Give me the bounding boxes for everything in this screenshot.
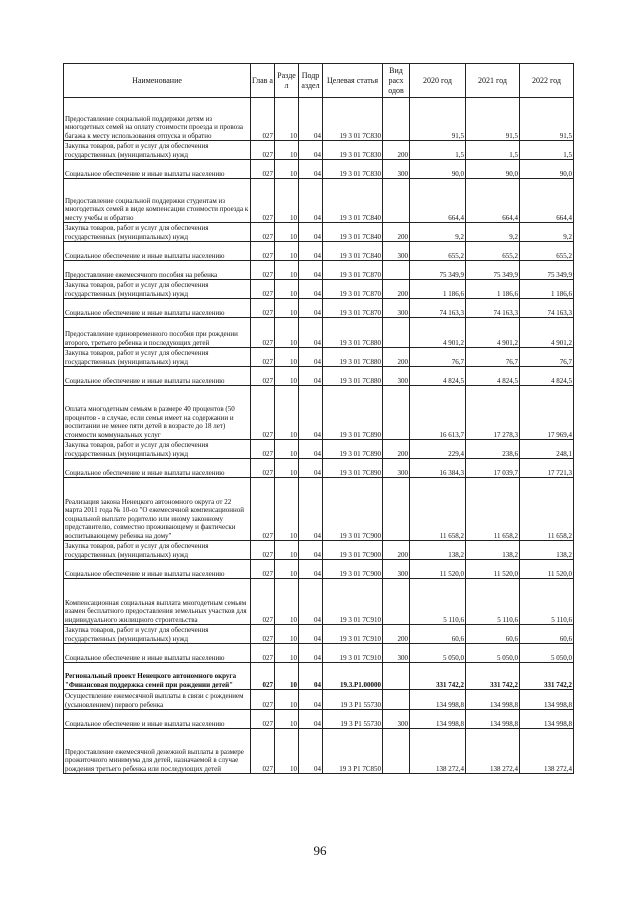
amount-2021-cell: 5 110,6 [466, 579, 520, 625]
amount-2021-cell: 138,2 [466, 541, 520, 560]
amount-2020-cell: 11 520,0 [410, 560, 466, 579]
target-article-cell: 19 3 01 7С910 [323, 644, 383, 663]
subsection-cell: 04 [299, 663, 323, 690]
subsection-cell: 04 [299, 690, 323, 710]
section-cell: 10 [275, 663, 299, 690]
table-row [64, 625, 574, 644]
table-row [64, 710, 574, 729]
section-cell: 10 [275, 261, 299, 280]
expense-type-cell: 300 [383, 710, 410, 729]
target-article-cell: 19 3 Р1 55730 [323, 710, 383, 729]
amount-2022-cell: 91,5 [520, 98, 574, 141]
amount-2021-cell: 90,0 [466, 160, 520, 179]
amount-2020-cell: 76,7 [410, 348, 466, 367]
chapter-cell: 027 [251, 318, 275, 348]
header-year-2020: 2020 год [410, 64, 466, 98]
chapter-cell: 027 [251, 478, 275, 541]
amount-2020-cell: 5 110,6 [410, 579, 466, 625]
expense-type-cell [383, 729, 410, 774]
section-cell: 10 [275, 141, 299, 160]
row-name-cell: Закупка товаров, работ и услуг для обеспечения государственных (муниципальных) нужд [64, 223, 251, 242]
amount-2021-cell: 11 520,0 [466, 560, 520, 579]
expense-type-cell [383, 663, 410, 690]
amount-2021-cell: 75 349,9 [466, 261, 520, 280]
table-row [64, 261, 574, 280]
row-name-cell: Компенсационная социальная выплата многодетным семьям взамен бесплатного предоставления земельных участков для индивидуального жилищного строительства [64, 579, 251, 625]
row-name-cell: Закупка товаров, работ и услуг для обеспечения государственных (муниципальных) нужд [64, 141, 251, 160]
amount-2020-cell: 5 050,0 [410, 644, 466, 663]
table-row [64, 459, 574, 478]
table-row [64, 663, 574, 690]
amount-2020-cell: 9,2 [410, 223, 466, 242]
amount-2021-cell: 1,5 [466, 141, 520, 160]
target-article-cell: 19 3 01 7С840 [323, 223, 383, 242]
target-article-cell: 19 3 Р1 55730 [323, 690, 383, 710]
amount-2021-cell: 9,2 [466, 223, 520, 242]
row-name-cell: Закупка товаров, работ и услуг для обеспечения государственных (муниципальных) нужд [64, 440, 251, 459]
amount-2022-cell: 75 349,9 [520, 261, 574, 280]
target-article-cell: 19 3 01 7С870 [323, 299, 383, 318]
amount-2022-cell: 4 901,2 [520, 318, 574, 348]
amount-2021-cell: 664,4 [466, 179, 520, 223]
target-article-cell: 19 3 01 7С910 [323, 579, 383, 625]
subsection-cell: 04 [299, 261, 323, 280]
amount-2020-cell: 60,6 [410, 625, 466, 644]
subsection-cell: 04 [299, 299, 323, 318]
amount-2020-cell: 4 824,5 [410, 367, 466, 386]
amount-2022-cell: 5 050,0 [520, 644, 574, 663]
target-article-cell: 19.3.Р1.00000 [323, 663, 383, 690]
chapter-cell: 027 [251, 579, 275, 625]
table-row [64, 318, 574, 348]
amount-2021-cell: 1 186,6 [466, 280, 520, 299]
target-article-cell: 19 3 01 7С890 [323, 386, 383, 440]
header-section: Разде л [275, 64, 299, 98]
amount-2020-cell: 4 901,2 [410, 318, 466, 348]
amount-2021-cell: 655,2 [466, 242, 520, 261]
chapter-cell: 027 [251, 299, 275, 318]
header-subsection: Подр аздел [299, 64, 323, 98]
amount-2022-cell: 664,4 [520, 179, 574, 223]
amount-2020-cell: 138 272,4 [410, 729, 466, 774]
target-article-cell: 19 3 01 7С910 [323, 625, 383, 644]
target-article-cell: 19 3 01 7С830 [323, 160, 383, 179]
table-row [64, 560, 574, 579]
row-name-cell: Региональный проект Ненецкого автономного округа "Финансовая поддержка семей при рождении детей" [64, 663, 251, 690]
section-cell: 10 [275, 459, 299, 478]
chapter-cell: 027 [251, 348, 275, 367]
subsection-cell: 04 [299, 223, 323, 242]
amount-2021-cell: 4 824,5 [466, 367, 520, 386]
expense-type-cell [383, 690, 410, 710]
table-row [64, 223, 574, 242]
section-cell: 10 [275, 386, 299, 440]
subsection-cell: 04 [299, 242, 323, 261]
target-article-cell: 19 3 01 7С900 [323, 541, 383, 560]
amount-2022-cell: 90,0 [520, 160, 574, 179]
row-name-cell: Закупка товаров, работ и услуг для обеспечения государственных (муниципальных) нужд [64, 541, 251, 560]
table-row [64, 579, 574, 625]
amount-2022-cell: 4 824,5 [520, 367, 574, 386]
row-name-cell: Предоставление ежемесячной денежной выплаты в размере прожиточного минимума для детей, назначаемой в случае рождения третьего ребенка или последующих детей [64, 729, 251, 774]
expense-type-cell: 300 [383, 459, 410, 478]
amount-2020-cell: 16 384,3 [410, 459, 466, 478]
chapter-cell: 027 [251, 440, 275, 459]
expense-type-cell: 200 [383, 440, 410, 459]
amount-2020-cell: 1 186,6 [410, 280, 466, 299]
row-name-cell: Социальное обеспечение и иные выплаты населению [64, 160, 251, 179]
row-name-cell: Социальное обеспечение и иные выплаты населению [64, 710, 251, 729]
amount-2022-cell: 74 163,3 [520, 299, 574, 318]
expense-type-cell: 200 [383, 625, 410, 644]
section-cell: 10 [275, 223, 299, 242]
row-name-cell: Закупка товаров, работ и услуг для обеспечения государственных (муниципальных) нужд [64, 280, 251, 299]
table-row [64, 160, 574, 179]
subsection-cell: 04 [299, 541, 323, 560]
amount-2020-cell: 134 998,8 [410, 690, 466, 710]
header-target-article: Целевая статья [323, 64, 383, 98]
section-cell: 10 [275, 560, 299, 579]
subsection-cell: 04 [299, 98, 323, 141]
amount-2022-cell: 11 520,0 [520, 560, 574, 579]
target-article-cell: 19 3 01 7С880 [323, 318, 383, 348]
target-article-cell: 19 3 01 7С880 [323, 367, 383, 386]
subsection-cell: 04 [299, 318, 323, 348]
subsection-cell: 04 [299, 367, 323, 386]
amount-2022-cell: 134 998,8 [520, 690, 574, 710]
amount-2022-cell: 1,5 [520, 141, 574, 160]
expense-type-cell: 200 [383, 223, 410, 242]
table-body [64, 98, 574, 774]
subsection-cell: 04 [299, 710, 323, 729]
subsection-cell: 04 [299, 440, 323, 459]
table-row [64, 179, 574, 223]
row-name-cell: Социальное обеспечение и иные выплаты населению [64, 299, 251, 318]
target-article-cell: 19 3 01 7С840 [323, 242, 383, 261]
amount-2020-cell: 134 998,8 [410, 710, 466, 729]
expense-type-cell [383, 478, 410, 541]
amount-2021-cell: 134 998,8 [466, 690, 520, 710]
amount-2020-cell: 655,2 [410, 242, 466, 261]
header-chapter: Глав а [251, 64, 275, 98]
amount-2021-cell: 134 998,8 [466, 710, 520, 729]
amount-2020-cell: 75 349,9 [410, 261, 466, 280]
subsection-cell: 04 [299, 160, 323, 179]
section-cell: 10 [275, 299, 299, 318]
amount-2022-cell: 248,1 [520, 440, 574, 459]
amount-2021-cell: 91,5 [466, 98, 520, 141]
amount-2021-cell: 17 039,7 [466, 459, 520, 478]
expense-type-cell [383, 261, 410, 280]
amount-2020-cell: 90,0 [410, 160, 466, 179]
expense-type-cell: 300 [383, 560, 410, 579]
table-row [64, 541, 574, 560]
target-article-cell: 19 3 01 7С880 [323, 348, 383, 367]
row-name-cell: Предоставление социальной поддержки студентам из многодетных семей в виде компенсации стоимости проезда к месту учебы и обратно [64, 179, 251, 223]
amount-2021-cell: 238,6 [466, 440, 520, 459]
amount-2022-cell: 9,2 [520, 223, 574, 242]
table-row [64, 690, 574, 710]
subsection-cell: 04 [299, 179, 323, 223]
section-cell: 10 [275, 160, 299, 179]
chapter-cell: 027 [251, 223, 275, 242]
chapter-cell: 027 [251, 386, 275, 440]
table-row [64, 478, 574, 541]
chapter-cell: 027 [251, 367, 275, 386]
header-year-2021: 2021 год [466, 64, 520, 98]
subsection-cell: 04 [299, 560, 323, 579]
subsection-cell: 04 [299, 625, 323, 644]
row-name-cell: Предоставление единовременного пособия при рождении второго, третьего ребенка и последующих детей [64, 318, 251, 348]
target-article-cell: 19 3 01 7С900 [323, 560, 383, 579]
row-name-cell: Предоставление ежемесячного пособия на ребенка [64, 261, 251, 280]
chapter-cell: 027 [251, 541, 275, 560]
expense-type-cell [383, 318, 410, 348]
target-article-cell: 19 3 01 7С890 [323, 440, 383, 459]
amount-2021-cell: 60,6 [466, 625, 520, 644]
table-header-row [64, 64, 574, 98]
expense-type-cell [383, 98, 410, 141]
amount-2022-cell: 60,6 [520, 625, 574, 644]
table-row [64, 242, 574, 261]
subsection-cell: 04 [299, 729, 323, 774]
chapter-cell: 027 [251, 644, 275, 663]
amount-2022-cell: 76,7 [520, 348, 574, 367]
chapter-cell: 027 [251, 280, 275, 299]
amount-2021-cell: 331 742,2 [466, 663, 520, 690]
header-expense-type: Вид расх одов [383, 64, 410, 98]
expense-type-cell: 300 [383, 644, 410, 663]
chapter-cell: 027 [251, 690, 275, 710]
amount-2020-cell: 91,5 [410, 98, 466, 141]
chapter-cell: 027 [251, 560, 275, 579]
header-year-2022: 2022 год [520, 64, 574, 98]
section-cell: 10 [275, 690, 299, 710]
section-cell: 10 [275, 318, 299, 348]
expense-type-cell: 300 [383, 160, 410, 179]
amount-2022-cell: 138 272,4 [520, 729, 574, 774]
row-name-cell: Социальное обеспечение и иные выплаты населению [64, 560, 251, 579]
expense-type-cell: 200 [383, 280, 410, 299]
chapter-cell: 027 [251, 141, 275, 160]
amount-2022-cell: 138,2 [520, 541, 574, 560]
section-cell: 10 [275, 280, 299, 299]
section-cell: 10 [275, 440, 299, 459]
row-name-cell: Оплата многодетным семьям в размере 40 процентов (50 процентов - в случае, если семья имеет на содержании и воспитании не менее пяти детей в возрасте до 18 лет) стоимости коммунальных услуг [64, 386, 251, 440]
section-cell: 10 [275, 710, 299, 729]
section-cell: 10 [275, 644, 299, 663]
subsection-cell: 04 [299, 348, 323, 367]
row-name-cell: Социальное обеспечение и иные выплаты населению [64, 459, 251, 478]
amount-2021-cell: 138 272,4 [466, 729, 520, 774]
chapter-cell: 027 [251, 242, 275, 261]
section-cell: 10 [275, 98, 299, 141]
target-article-cell: 19 3 01 7С890 [323, 459, 383, 478]
amount-2021-cell: 17 278,3 [466, 386, 520, 440]
expense-type-cell: 300 [383, 242, 410, 261]
row-name-cell: Социальное обеспечение и иные выплаты населению [64, 242, 251, 261]
amount-2022-cell: 5 110,6 [520, 579, 574, 625]
page-number: 96 [313, 843, 327, 858]
section-cell: 10 [275, 242, 299, 261]
amount-2022-cell: 655,2 [520, 242, 574, 261]
budget-table [63, 63, 574, 774]
subsection-cell: 04 [299, 579, 323, 625]
table-row [64, 299, 574, 318]
amount-2021-cell: 11 658,2 [466, 478, 520, 541]
row-name-cell: Предоставление социальной поддержки детям из многодетных семей на оплату стоимости проезда и провоза багажа к месту использования отпуска и обратно [64, 98, 251, 141]
amount-2020-cell: 16 613,7 [410, 386, 466, 440]
expense-type-cell [383, 579, 410, 625]
amount-2022-cell: 17 969,4 [520, 386, 574, 440]
amount-2020-cell: 229,4 [410, 440, 466, 459]
row-name-cell: Закупка товаров, работ и услуг для обеспечения государственных (муниципальных) нужд [64, 348, 251, 367]
target-article-cell: 19 3 01 7С830 [323, 98, 383, 141]
section-cell: 10 [275, 478, 299, 541]
chapter-cell: 027 [251, 625, 275, 644]
amount-2021-cell: 76,7 [466, 348, 520, 367]
target-article-cell: 19 3 01 7С840 [323, 179, 383, 223]
section-cell: 10 [275, 367, 299, 386]
subsection-cell: 04 [299, 478, 323, 541]
chapter-cell: 027 [251, 729, 275, 774]
subsection-cell: 04 [299, 386, 323, 440]
row-name-cell: Социальное обеспечение и иные выплаты населению [64, 644, 251, 663]
amount-2020-cell: 138,2 [410, 541, 466, 560]
expense-type-cell: 300 [383, 299, 410, 318]
table-row [64, 348, 574, 367]
chapter-cell: 027 [251, 261, 275, 280]
expense-type-cell: 200 [383, 541, 410, 560]
subsection-cell: 04 [299, 459, 323, 478]
amount-2021-cell: 5 050,0 [466, 644, 520, 663]
target-article-cell: 19 3 01 7С830 [323, 141, 383, 160]
section-cell: 10 [275, 579, 299, 625]
section-cell: 10 [275, 729, 299, 774]
subsection-cell: 04 [299, 644, 323, 663]
chapter-cell: 027 [251, 710, 275, 729]
chapter-cell: 027 [251, 459, 275, 478]
amount-2020-cell: 331 742,2 [410, 663, 466, 690]
table-row [64, 386, 574, 440]
expense-type-cell: 200 [383, 141, 410, 160]
table-row [64, 729, 574, 774]
row-name-cell: Социальное обеспечение и иные выплаты населению [64, 367, 251, 386]
chapter-cell: 027 [251, 160, 275, 179]
amount-2022-cell: 134 998,8 [520, 710, 574, 729]
amount-2022-cell: 11 658,2 [520, 478, 574, 541]
header-name: Наименование [64, 64, 251, 98]
subsection-cell: 04 [299, 141, 323, 160]
section-cell: 10 [275, 625, 299, 644]
amount-2020-cell: 74 163,3 [410, 299, 466, 318]
chapter-cell: 027 [251, 98, 275, 141]
table-row [64, 644, 574, 663]
amount-2020-cell: 11 658,2 [410, 478, 466, 541]
amount-2022-cell: 331 742,2 [520, 663, 574, 690]
section-cell: 10 [275, 348, 299, 367]
expense-type-cell [383, 386, 410, 440]
amount-2020-cell: 664,4 [410, 179, 466, 223]
table-row [64, 280, 574, 299]
row-name-cell: Осуществление ежемесячной выплаты в связи с рождением (усыновлением) первого ребенка [64, 690, 251, 710]
amount-2021-cell: 74 163,3 [466, 299, 520, 318]
table-row [64, 98, 574, 141]
chapter-cell: 027 [251, 179, 275, 223]
table-row [64, 367, 574, 386]
target-article-cell: 19 3 Р1 7С850 [323, 729, 383, 774]
target-article-cell: 19 3 01 7С870 [323, 261, 383, 280]
expense-type-cell: 200 [383, 348, 410, 367]
row-name-cell: Реализация закона Ненецкого автономного округа от 22 марта 2011 года № 10-оз "О ежемесячной компенсационной социальной выплате родителю или иному законному представителю, совместно проживающему и фактически воспитывающему ребенка на дому" [64, 478, 251, 541]
row-name-cell: Закупка товаров, работ и услуг для обеспечения государственных (муниципальных) нужд [64, 625, 251, 644]
table-row [64, 440, 574, 459]
expense-type-cell [383, 179, 410, 223]
section-cell: 10 [275, 541, 299, 560]
target-article-cell: 19 3 01 7С870 [323, 280, 383, 299]
amount-2020-cell: 1,5 [410, 141, 466, 160]
amount-2021-cell: 4 901,2 [466, 318, 520, 348]
expense-type-cell: 300 [383, 367, 410, 386]
section-cell: 10 [275, 179, 299, 223]
target-article-cell: 19 3 01 7С900 [323, 478, 383, 541]
chapter-cell: 027 [251, 663, 275, 690]
table-row [64, 141, 574, 160]
subsection-cell: 04 [299, 280, 323, 299]
amount-2022-cell: 17 721,3 [520, 459, 574, 478]
amount-2022-cell: 1 186,6 [520, 280, 574, 299]
